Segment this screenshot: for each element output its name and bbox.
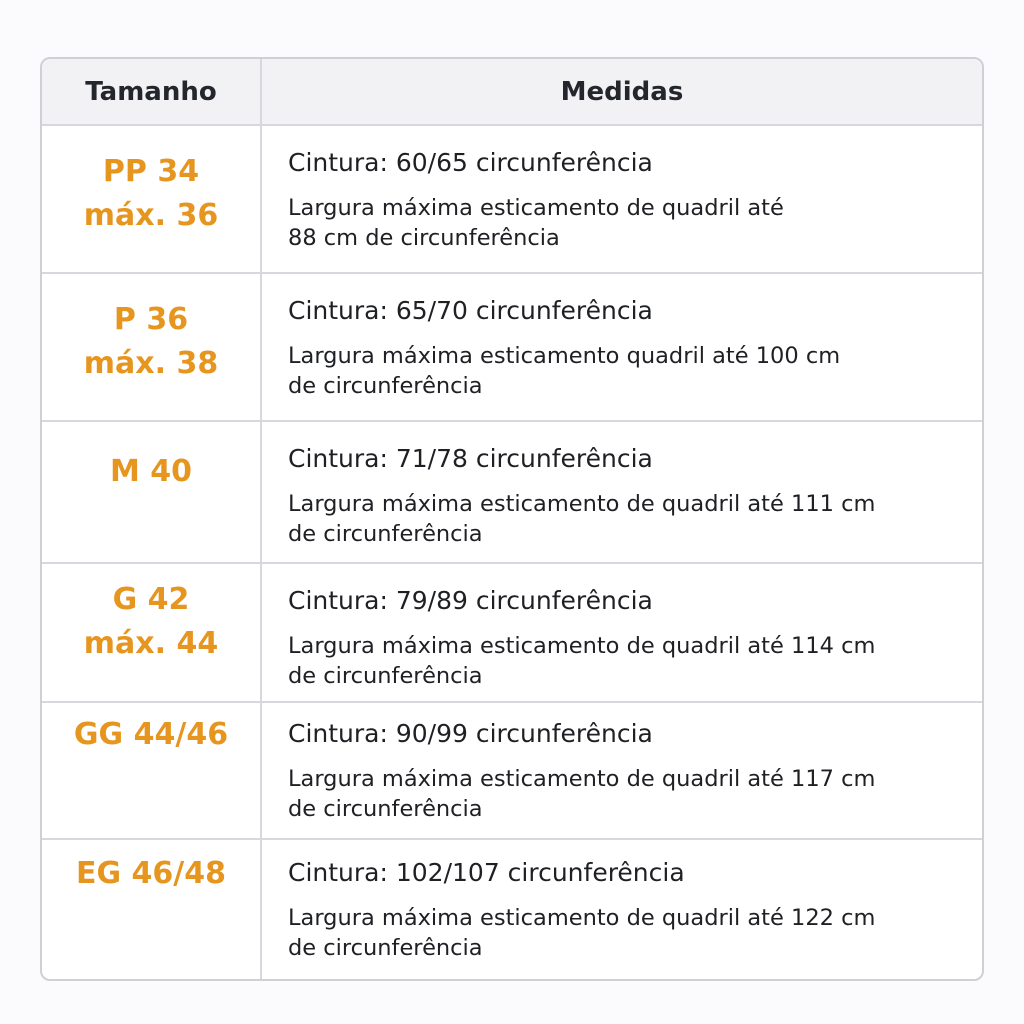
hip-line-1: Largura máxima esticamento de quadril até <box>288 195 784 221</box>
hip-line-2: de circunferência <box>288 521 483 547</box>
header-measurements: Medidas <box>262 59 982 126</box>
hip-line-2: 88 cm de circunferência <box>288 225 560 251</box>
hip-line-1: Largura máxima esticamento de quadril até 122 cm <box>288 905 876 931</box>
hip-text <box>288 631 962 691</box>
measurements-cell-p <box>262 274 982 422</box>
waist-text: Cintura: 60/65 circunferência <box>288 148 653 177</box>
size-cell-p <box>42 274 262 422</box>
waist-text: Cintura: 79/89 circunferência <box>288 586 653 615</box>
size-max-label: máx. 44 <box>83 626 219 661</box>
hip-line-2: de circunferência <box>288 796 483 822</box>
size-max-label: máx. 38 <box>83 346 219 381</box>
waist-text: Cintura: 71/78 circunferência <box>288 444 653 473</box>
size-cell-m <box>42 422 262 564</box>
measurements-cell-pp <box>262 126 982 274</box>
hip-line-1: Largura máxima esticamento de quadril até 114 cm <box>288 633 876 659</box>
size-label: M 40 <box>109 454 193 489</box>
hip-text <box>288 193 962 253</box>
measurements-cell-m <box>262 422 982 564</box>
measurements-cell-g <box>262 564 982 703</box>
hip-line-1: Largura máxima esticamento quadril até 100 cm <box>288 343 841 369</box>
hip-line-2: de circunferência <box>288 935 483 961</box>
measurements-cell-eg <box>262 840 982 981</box>
hip-text <box>288 489 962 549</box>
hip-line-2: de circunferência <box>288 663 483 689</box>
hip-line-2: de circunferência <box>288 373 483 399</box>
size-label: P 36 <box>113 302 189 337</box>
waist-text: Cintura: 90/99 circunferência <box>288 719 653 748</box>
size-label: EG 46/48 <box>75 856 226 891</box>
size-cell-gg <box>42 703 262 840</box>
waist-text: Cintura: 65/70 circunferência <box>288 296 653 325</box>
size-label: GG 44/46 <box>73 717 229 752</box>
size-label: PP 34 <box>102 154 200 189</box>
size-max-label: máx. 36 <box>83 198 219 233</box>
measurements-cell-gg <box>262 703 982 840</box>
size-chart-table <box>40 57 984 981</box>
hip-text <box>288 341 962 401</box>
hip-text <box>288 764 962 824</box>
header-size: Tamanho <box>42 59 262 126</box>
size-cell-g <box>42 564 262 703</box>
waist-text: Cintura: 102/107 circunferência <box>288 858 685 887</box>
hip-text <box>288 903 962 963</box>
size-cell-eg <box>42 840 262 981</box>
hip-line-1: Largura máxima esticamento de quadril até 111 cm <box>288 491 876 517</box>
size-label: G 42 <box>112 582 190 617</box>
hip-line-1: Largura máxima esticamento de quadril até 117 cm <box>288 766 876 792</box>
size-cell-pp <box>42 126 262 274</box>
